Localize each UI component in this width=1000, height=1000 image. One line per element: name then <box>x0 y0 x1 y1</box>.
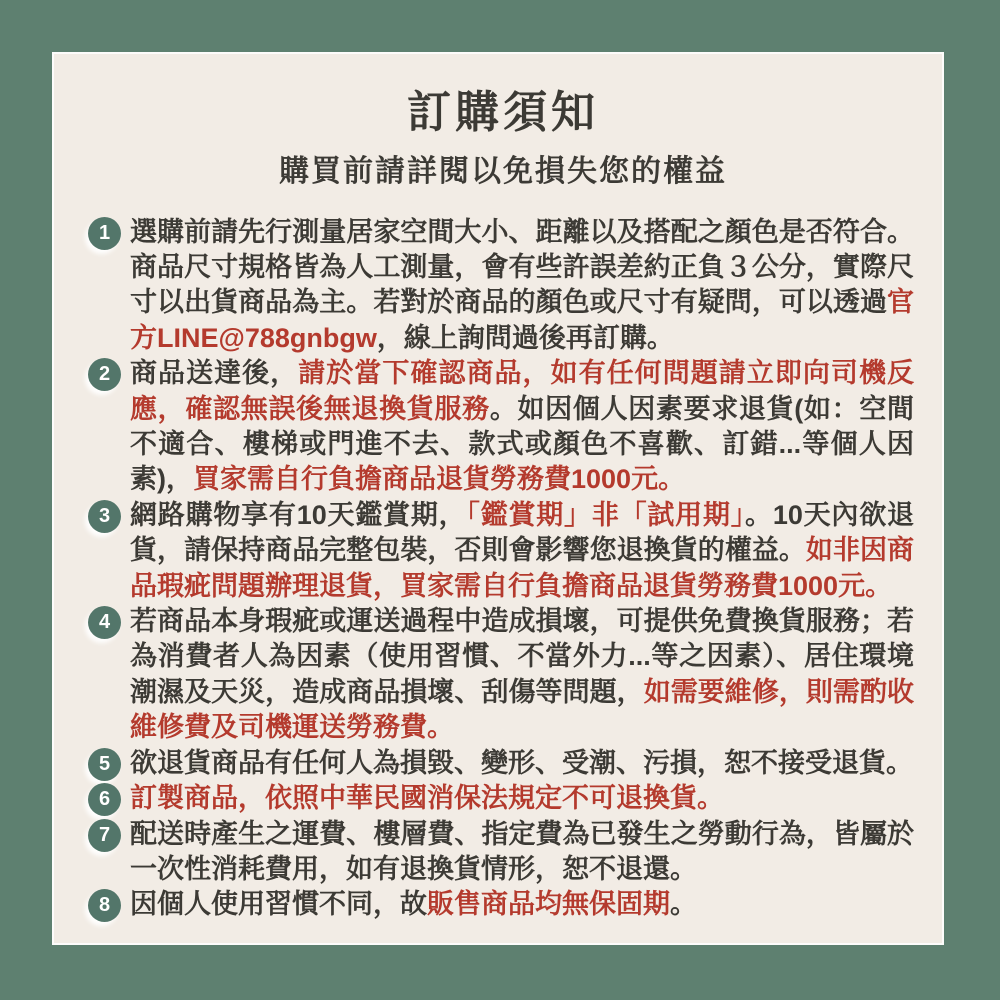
item-number-badge: 4 <box>88 606 121 639</box>
list-item <box>88 215 918 357</box>
text-segment: 網路購物享有10天鑑賞期， <box>130 499 467 530</box>
item-text <box>130 781 914 816</box>
text-segment: ，線上詢問過後再訂購。 <box>376 322 674 353</box>
list-item <box>88 498 918 604</box>
notice-panel <box>52 52 944 945</box>
notice-list <box>88 215 918 923</box>
text-segment: 請於當下確認商品，如有任何問題請立即向司機反應，確認無誤後無退換貨服務 <box>130 358 915 424</box>
text-segment: 。10天內欲退貨，請保持商品完整包裝，否則會影響您退換貨的權益。 <box>130 499 914 566</box>
text-segment: 如非因商品瑕疵問題辦理退貨，買家需自行負擔商品退貨勞務費1000元。 <box>130 535 915 601</box>
list-item <box>88 781 918 816</box>
text-segment: 「鑑賞期」非「試用期」 <box>466 499 746 530</box>
item-text <box>130 356 914 498</box>
item-number-badge: 8 <box>88 889 121 922</box>
text-segment: 因個人使用習慣不同，故 <box>130 889 427 920</box>
item-text <box>130 604 914 746</box>
list-item <box>88 887 918 922</box>
text-segment: 訂製商品，依照中華民國消保法規定不可退換貨。 <box>130 783 724 814</box>
text-segment: 若商品本身瑕疵或運送過程中造成損壞，可提供免費換貨服務；若為消費者人為因素（使用習慣、不當外力...等之因素）、居住環境潮濕及天災，造成商品損壞、刮傷等問題， <box>130 606 914 707</box>
list-item <box>88 356 918 498</box>
item-text <box>130 887 914 922</box>
list-item <box>88 746 918 781</box>
text-segment: 商品送達後， <box>130 358 299 389</box>
item-number-badge: 3 <box>88 500 121 533</box>
text-segment: 官方LINE@788gnbgw <box>130 287 914 353</box>
list-item <box>88 604 918 746</box>
page-subtitle: 購買前請詳閱以免損失您的權益 <box>279 154 727 188</box>
item-number-badge: 2 <box>88 358 121 391</box>
text-segment: 欲退貨商品有任何人為損毀、變形、受潮、污損，恕不接受退貨。 <box>130 747 913 778</box>
text-segment: 選購前請先行測量居家空間大小、距離以及搭配之顏色是否符合。商品尺寸規格皆為人工測量，會有些許誤差約正負３公分，實際尺寸以出貨商品為主。若對於商品的顏色或尺寸有疑問，可以透過 <box>130 216 914 318</box>
item-text <box>130 498 914 604</box>
item-number-badge: 7 <box>88 819 121 852</box>
item-text <box>130 215 914 357</box>
page-title: 訂購須知 <box>407 88 599 137</box>
item-number-badge: 5 <box>88 748 121 781</box>
list-item <box>88 817 918 888</box>
item-number-badge: 6 <box>88 783 121 816</box>
text-segment: 買家需自行負擔商品退貨勞務費1000元。 <box>193 464 686 495</box>
item-text <box>130 746 914 781</box>
text-segment: 。 <box>670 889 697 920</box>
item-number-badge: 1 <box>88 217 121 250</box>
text-segment: 販售商品均無保固期 <box>427 889 670 920</box>
text-segment: 配送時產生之運費、樓層費、指定費為已發生之勞動行為，皆屬於一次性消耗費用，如有退換貨情形，恕不退還。 <box>130 818 914 884</box>
text-segment: 如需要維修，則需酌收維修費及司機運送勞務費。 <box>130 676 915 743</box>
text-segment: 。如因個人因素要求退貨(如：空間不適合、樓梯或門進不去、款式或顏色不喜歡、訂錯...等個人因素)， <box>130 393 914 495</box>
item-text <box>130 817 914 888</box>
